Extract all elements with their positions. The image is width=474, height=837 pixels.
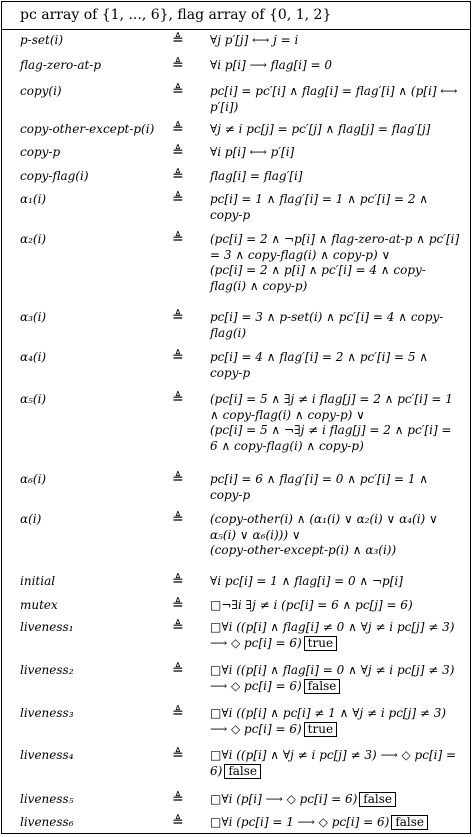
definition-symbol: ≜ (172, 32, 184, 48)
definition-body (210, 192, 460, 223)
formula-line: ∀i p[i] ⟷ p′[i] (210, 145, 295, 159)
definition-symbol: ≜ (172, 349, 184, 365)
definition-body (210, 663, 460, 694)
definition-name: α₅(i) (20, 392, 47, 406)
formula-line: □∀i ((p[i] ∧ flag[i] ≠ 0 ∧ ∀j ≠ i pc[j] ≠ 3) ⟶ ◇ pc[i] = 6) true (210, 620, 455, 650)
result-badge: false (359, 792, 396, 807)
definition-symbol: ≜ (172, 309, 184, 325)
definition-body (210, 512, 460, 559)
definition-name: initial (20, 574, 56, 588)
definition-name: liveness₄ (20, 748, 74, 762)
definition-name: α(i) (20, 512, 42, 526)
definition-symbol: ≜ (172, 144, 184, 160)
definition-symbol: ≜ (172, 191, 184, 207)
formula-line: pc[i] = 6 ∧ flag′[i] = 0 ∧ pc′[i] = 1 ∧ copy-p (210, 472, 429, 502)
definition-body (210, 350, 460, 381)
definition-symbol: ≜ (172, 231, 184, 247)
definition-body (210, 748, 460, 779)
definition-body (210, 706, 460, 737)
formula-line: (copy-other-except-p(i) ∧ α₃(i)) (210, 543, 397, 557)
formula-line: pc[i] = pc′[i] ∧ flag[i] = flag′[i] ∧ (p[i] ⟷ p′[i]) (210, 84, 458, 114)
definition-name: p-set(i) (20, 33, 64, 47)
definition-name: flag-zero-at-p (20, 58, 102, 72)
definition-symbol: ≜ (172, 705, 184, 721)
result-badge: false (391, 815, 428, 830)
formula-line: □∀i ((p[i] ∧ pc[i] ≠ 1 ∧ ∀j ≠ i pc[j] ≠ 3) ⟶ ◇ pc[i] = 6) true (210, 706, 447, 736)
definition-symbol: ≜ (172, 747, 184, 763)
definition-body (210, 58, 460, 74)
result-badge: false (224, 764, 261, 779)
formula-line: □∀i ((p[i] ∧ flag[i] = 0 ∧ ∀j ≠ i pc[j] ≠ 3) ⟶ ◇ pc[i] = 6) false (210, 663, 455, 693)
definition-body (210, 574, 460, 590)
result-badge: false (304, 679, 341, 694)
definition-symbol: ≜ (172, 662, 184, 678)
definition-name: liveness₂ (20, 663, 74, 677)
definition-symbol: ≜ (172, 168, 184, 184)
formula-line: (copy-other(i) ∧ (α₁(i) ∨ α₂(i) ∨ α₄(i) ∨ α₅(i) ∨ α₆(i))) ∨ (210, 512, 438, 542)
formula-line: □¬∃i ∃j ≠ i (pc[i] = 6 ∧ pc[j] = 6) (210, 598, 413, 612)
definition-body (210, 232, 460, 294)
formula-line: ∀j p′[j] ⟷ j = i (210, 33, 299, 47)
definition-symbol: ≜ (172, 83, 184, 99)
formula-line: (pc[i] = 2 ∧ ¬p[i] ∧ flag-zero-at-p ∧ pc′[i] = 3 ∧ copy-flag(i) ∧ copy-p) ∨ (210, 232, 460, 262)
definition-name: liveness₃ (20, 706, 74, 720)
definition-name: copy(i) (20, 84, 62, 98)
formula-line: □∀i ((p[i] ∧ ∀j ≠ i pc[j] ≠ 3) ⟶ ◇ pc[i] = 6) false (210, 748, 457, 778)
definition-body (210, 84, 460, 115)
definition-body (210, 815, 460, 831)
formula-line: ∀i p[i] ⟶ flag[i] = 0 (210, 58, 332, 72)
definition-body (210, 620, 460, 651)
result-badge: true (304, 722, 337, 737)
definition-name: copy-p (20, 145, 61, 159)
definition-body (210, 598, 460, 614)
definition-symbol: ≜ (172, 391, 184, 407)
definition-body (210, 310, 460, 341)
result-badge: true (304, 636, 337, 651)
formula-line: (pc[i] = 5 ∧ ∃j ≠ i flag[j] = 2 ∧ pc′[i] = 1 ∧ copy-flag(i) ∧ copy-p) ∨ (210, 392, 453, 422)
header-rule (1, 29, 471, 30)
definition-name: copy-flag(i) (20, 169, 89, 183)
formula-line: pc[i] = 4 ∧ flag′[i] = 2 ∧ pc′[i] = 5 ∧ copy-p (210, 350, 429, 380)
definition-body (210, 169, 460, 185)
formula-line: (pc[i] = 2 ∧ p[i] ∧ pc′[i] = 4 ∧ copy-flag(i) ∧ copy-p) (210, 263, 426, 293)
definition-name: mutex (20, 598, 58, 612)
definition-body (210, 122, 460, 138)
definition-body (210, 145, 460, 161)
definition-name: α₄(i) (20, 350, 47, 364)
definition-name: α₃(i) (20, 310, 47, 324)
definition-name: α₁(i) (20, 192, 47, 206)
definition-name: α₂(i) (20, 232, 47, 246)
definition-symbol: ≜ (172, 471, 184, 487)
definition-name: liveness₁ (20, 620, 74, 634)
formula-line: □∀i (p[i] ⟶ ◇ pc[i] = 6) false (210, 792, 460, 808)
definition-name: liveness₆ (20, 815, 74, 829)
formula-line: flag[i] = flag′[i] (210, 169, 303, 183)
definition-symbol: ≜ (172, 573, 184, 589)
definition-body (210, 33, 460, 49)
definition-symbol: ≜ (172, 791, 184, 807)
definition-symbol: ≜ (172, 121, 184, 137)
definition-name: α₆(i) (20, 472, 47, 486)
formula-line: ∀i pc[i] = 1 ∧ flag[i] = 0 ∧ ¬p[i] (210, 574, 403, 588)
table-header: pc array of {1, ..., 6}, flag array of {0, 1, 2} (20, 7, 332, 23)
definition-name: copy-other-except-p(i) (20, 122, 155, 136)
formula-line: ∀j ≠ i pc[j] = pc′[j] ∧ flag[j] = flag′[j] (210, 122, 431, 136)
definition-symbol: ≜ (172, 619, 184, 635)
formula-line: □∀i (pc[i] = 1 ⟶ ◇ pc[i] = 6) false (210, 815, 460, 831)
formula-line: (pc[i] = 5 ∧ ¬∃j ≠ i flag[j] = 2 ∧ pc′[i] = 6 ∧ copy-flag(i) ∧ copy-p) (210, 423, 452, 453)
definition-body (210, 472, 460, 503)
definition-body (210, 792, 460, 808)
definition-symbol: ≜ (172, 57, 184, 73)
definition-symbol: ≜ (172, 511, 184, 527)
formula-line: pc[i] = 1 ∧ flag′[i] = 1 ∧ pc′[i] = 2 ∧ copy-p (210, 192, 429, 222)
definition-body (210, 392, 460, 454)
definition-name: liveness₅ (20, 792, 74, 806)
definition-symbol: ≜ (172, 814, 184, 830)
definition-symbol: ≜ (172, 597, 184, 613)
formula-line: pc[i] = 3 ∧ p-set(i) ∧ pc′[i] = 4 ∧ copy-flag(i) (210, 310, 444, 340)
